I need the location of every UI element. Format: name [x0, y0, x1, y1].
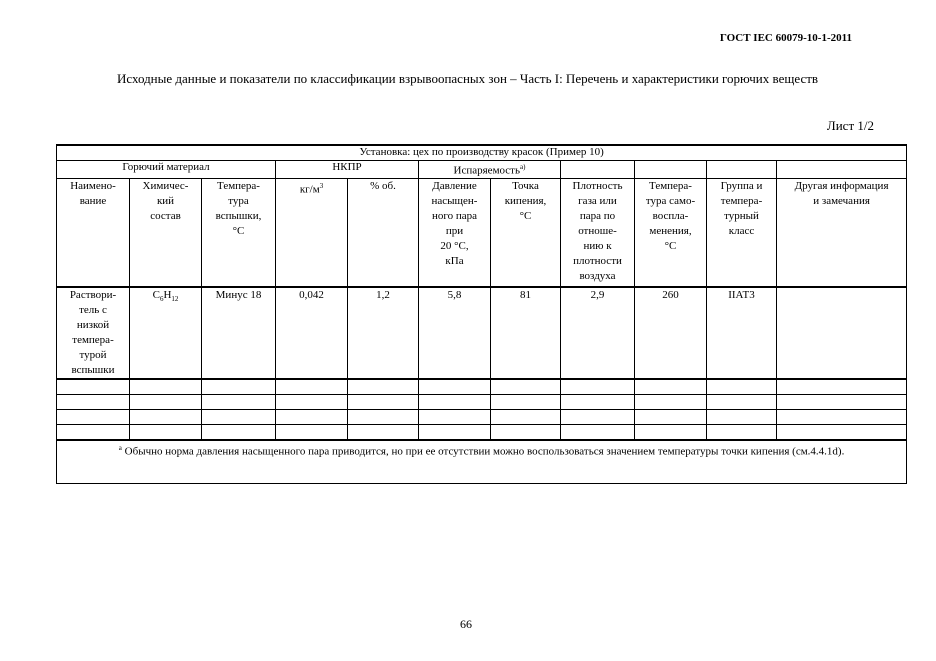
document-title: Исходные данные и показатели по классификации взрывоопасных зон – Часть I: Перечень и характеристики горючих веществ: [116, 71, 819, 86]
row-density: 2,9: [561, 287, 635, 379]
group-volatility: [419, 161, 561, 179]
row-name: Раствори- тель с низкой темпера- турой вспышки: [57, 287, 130, 379]
chem-h: H: [163, 288, 172, 301]
col-kgm3-label: кг/м: [299, 183, 320, 196]
col-pressure-header: Давление насыщен- ного пара при 20 °С, кПа: [419, 178, 491, 287]
footnote-mark: а: [118, 443, 122, 452]
footnote-text: Обычно норма давления насыщенного пара приводится, но при ее отсутствии можно воспользоваться значением температуры точки кипения (см.4.4.1d).: [121, 445, 845, 458]
col-flash-header: Темпера- тура вспышки, °С: [202, 178, 276, 287]
sheet-label: Лист 1/2: [826, 118, 874, 133]
empty-row: [57, 409, 907, 424]
group-nkpr: НКПР: [276, 161, 419, 179]
installation-cell: Установка: цех по производству красок (Пример 10): [57, 145, 907, 161]
col-group-header: Группа и темпера- турный класс: [707, 178, 777, 287]
row-pct: 1,2: [348, 287, 419, 379]
group-empty-1: [561, 161, 635, 179]
flammable-substances-table: [56, 144, 907, 484]
col-autoign-header: Темпера- тура само- воспла- менения, °С: [635, 178, 707, 287]
row-flash: Минус 18: [202, 287, 276, 379]
col-kgm3-sup: 3: [319, 181, 324, 190]
row-chem: [130, 287, 202, 379]
volatility-footnote-mark: а): [520, 163, 526, 171]
chem-c-sub: 6: [159, 294, 164, 303]
row-group: IIАТ3: [707, 287, 777, 379]
col-pct-header: % об.: [348, 178, 419, 287]
group-empty-3: [707, 161, 777, 179]
footnote-cell: [57, 440, 907, 484]
col-density-header: Плотность газа или пара по отноше- нию к плотности воздуха: [561, 178, 635, 287]
page-number: 66: [460, 617, 472, 631]
col-kgm3-header: [276, 178, 348, 287]
col-boil-header: Точка кипения, °С: [491, 178, 561, 287]
row-autoign: 260: [635, 287, 707, 379]
row-other: [777, 287, 907, 379]
col-name-header: Наимено- вание: [57, 178, 130, 287]
group-volatility-label: Испаряемость: [453, 164, 521, 177]
chem-h-sub: 12: [171, 294, 179, 303]
row-kgm3: 0,042: [276, 287, 348, 379]
col-other-header: Другая информация и замечания: [777, 178, 907, 287]
group-empty-4: [777, 161, 907, 179]
group-flammable-material: Горючий материал: [57, 161, 276, 179]
empty-row: [57, 379, 907, 395]
row-boil: 81: [491, 287, 561, 379]
empty-row: [57, 424, 907, 440]
chem-c: C: [152, 288, 160, 301]
group-empty-2: [635, 161, 707, 179]
empty-row: [57, 394, 907, 409]
standard-designation: ГОСТ IEC 60079-10-1-2011: [719, 32, 852, 44]
col-chem-header: Химичес- кий состав: [130, 178, 202, 287]
row-pressure: 5,8: [419, 287, 491, 379]
